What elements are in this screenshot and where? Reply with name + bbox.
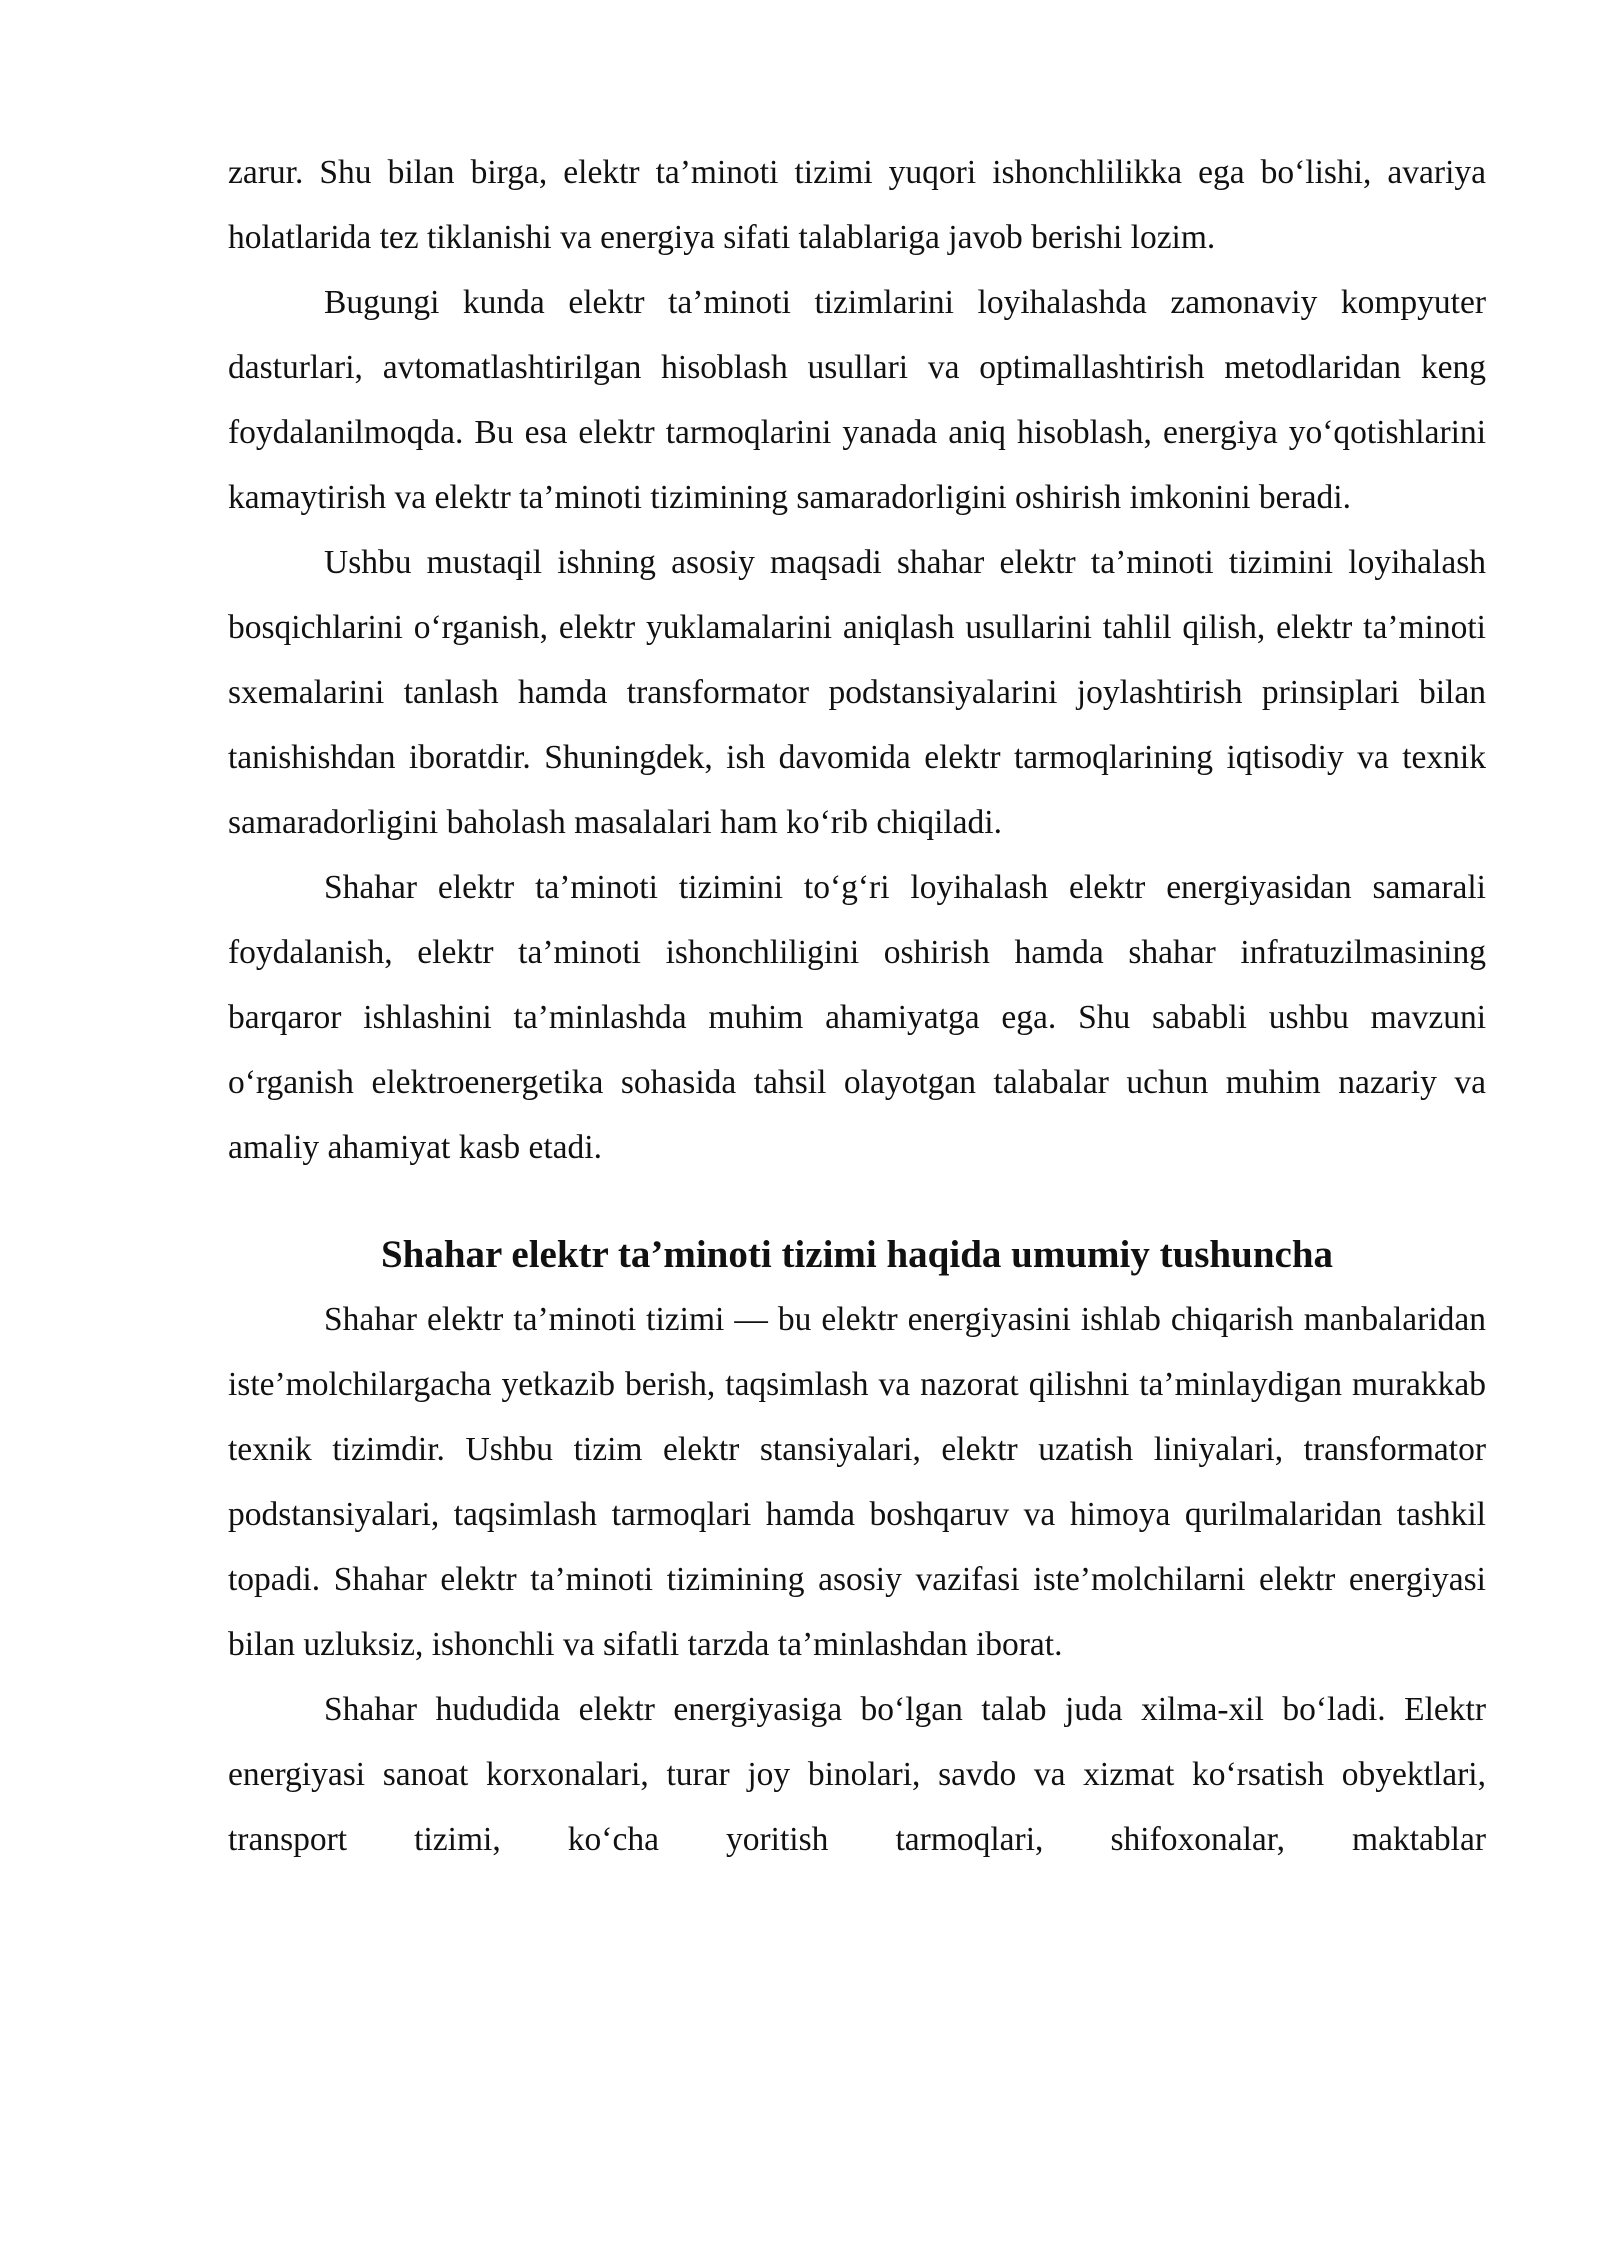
paragraph-4: Shahar elektr ta’minoti tizimini to‘g‘ri loyihalash elektr energiyasidan samarali foydalanish, elektr ta’minoti ishonchliligini oshirish hamda shahar infratuzilmasining barqaror ishlashini ta’minlashda muhim ahamiyatga ega. Shu sababli ushbu mavzuni o‘rganish elektroenergetika sohasida tahsil olayotgan talabalar uchun muhim nazariy va amaliy ahamiyat kasb etadi.: [228, 869, 1486, 1166]
section-heading: Shahar elektr ta’minoti tizimi haqida umumiy tushuncha: [380, 1233, 1334, 1276]
paragraph-6: Shahar hududida elektr energiyasiga bo‘lgan talab juda xilma-xil bo‘ladi. Elektr energiyasi sanoat korxonalari, turar joy binolari, savdo va xizmat ko‘rsatish obyektlari, transport tizimi, ko‘cha yoritish tarmoqlari, shifoxonalar, maktablar: [228, 1691, 1486, 1858]
paragraph-2: Bugungi kunda elektr ta’minoti tizimlarini loyihalashda zamonaviy kompyuter dasturlari, avtomatlashtirilgan hisoblash usullari va optimallashtirish metodlaridan keng foydalanilmoqda. Bu esa elektr tarmoqlarini yanada aniq hisoblash, energiya yo‘qotishlarini kamaytirish va elektr ta’minoti tizimining samaradorligini oshirish imkonini beradi.: [228, 284, 1486, 516]
paragraph-5: Shahar elektr ta’minoti tizimi — bu elektr energiyasini ishlab chiqarish manbalaridan iste’molchilargacha yetkazib berish, taqsimlash va nazorat qilishni ta’minlaydigan murakkab texnik tizimdir. Ushbu tizim elektr stansiyalari, elektr uzatish liniyalari, transformator podstansiyalari, taqsimlash tarmoqlari hamda boshqaruv va himoya qurilmalaridan tashkil topadi. Shahar elektr ta’minoti tizimining asosiy vazifasi iste’molchilarni elektr energiyasi bilan uzluksiz, ishonchli va sifatli tarzda ta’minlashdan iborat.: [228, 1301, 1486, 1663]
paragraph-1: zarur. Shu bilan birga, elektr ta’minoti tizimi yuqori ishonchlilikka ega bo‘lishi, avariya holatlarida tez tiklanishi va energiya sifati talablariga javob berishi lozim.: [228, 154, 1486, 256]
paragraph-3: Ushbu mustaqil ishning asosiy maqsadi shahar elektr ta’minoti tizimini loyihalash bosqichlarini o‘rganish, elektr yuklamalarini aniqlash usullarini tahlil qilish, elektr ta’minoti sxemalarini tanlash hamda transformator podstansiyalarini joylashtirish prinsiplari bilan tanishishdan iboratdir. Shuningdek, ish davomida elektr tarmoqlarining iqtisodiy va texnik samaradorligini baholash masalalari ham ko‘rib chiqiladi.: [228, 544, 1486, 841]
document-page: [228, 140, 1486, 1872]
